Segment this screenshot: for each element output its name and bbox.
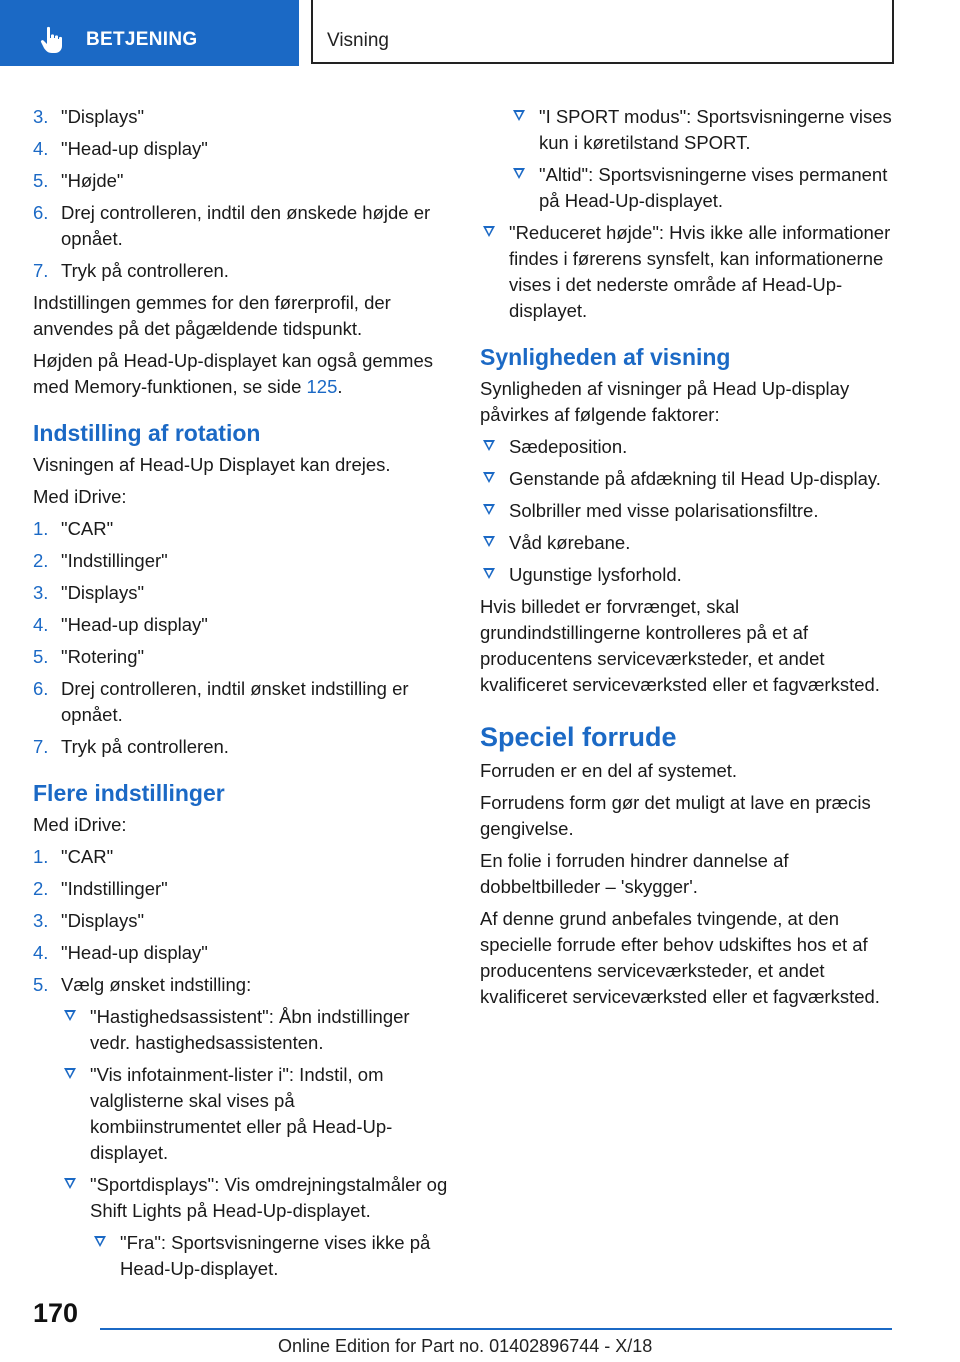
pointing-hand-icon bbox=[40, 26, 66, 54]
heading-visibility: Synligheden af visning bbox=[480, 344, 731, 370]
step-number: 4. bbox=[33, 614, 49, 635]
triangle-bullet-icon bbox=[483, 226, 495, 237]
step-number: 4. bbox=[33, 942, 49, 963]
footer-divider bbox=[100, 1328, 892, 1330]
bullet-item bbox=[510, 104, 900, 156]
step-item bbox=[33, 876, 449, 902]
bullet-item bbox=[61, 1004, 449, 1056]
triangle-bullet-icon bbox=[483, 472, 495, 483]
triangle-bullet-icon bbox=[483, 440, 495, 451]
step-number: 1. bbox=[33, 846, 49, 867]
step-text: "Head-up display" bbox=[61, 942, 208, 963]
step-item bbox=[33, 612, 449, 638]
step-text: "CAR" bbox=[61, 518, 114, 539]
step-text: "Indstillinger" bbox=[61, 878, 168, 899]
page-reference-link[interactable]: 125 bbox=[306, 376, 338, 397]
memory-note-text: Højden på Head-Up-displayet kan også gemmes med Memory-funktionen, se side bbox=[33, 350, 434, 397]
step-number: 7. bbox=[33, 260, 49, 281]
bullet-item bbox=[480, 562, 900, 588]
step-text: "Displays" bbox=[61, 910, 145, 931]
step-item bbox=[33, 644, 449, 670]
triangle-bullet-icon bbox=[64, 1010, 76, 1021]
bullet-text: "I SPORT modus": Sportsvisningerne vises kun i køretilstand SPORT. bbox=[539, 106, 892, 153]
bullet-text: Ugunstige lysforhold. bbox=[509, 564, 682, 585]
bullet-item bbox=[510, 162, 900, 214]
step-text: Drej controlleren, indtil den ønskede højde er opnået. bbox=[61, 202, 431, 249]
triangle-bullet-icon bbox=[64, 1068, 76, 1079]
memory-note-end: . bbox=[337, 376, 343, 397]
step-number: 1. bbox=[33, 518, 49, 539]
bullet-item bbox=[480, 530, 900, 556]
chapter-tab-label: Visning bbox=[327, 30, 389, 51]
memory-note bbox=[33, 348, 449, 400]
bullet-item bbox=[61, 1062, 449, 1166]
windscreen-paragraph: Forrudens form gør det muligt at lave en præcis gengivelse. bbox=[480, 792, 871, 839]
bullet-text: Genstande på afdækning til Head Up-display. bbox=[509, 468, 881, 489]
step-item bbox=[33, 580, 449, 606]
bullet-text: "Fra": Sportsvisningerne vises ikke på Head-Up-displayet. bbox=[120, 1232, 431, 1279]
chapter-tab[interactable] bbox=[311, 0, 894, 64]
step-number: 6. bbox=[33, 202, 49, 223]
step-number: 5. bbox=[33, 646, 49, 667]
step-text: "Head-up display" bbox=[61, 138, 208, 159]
step-number: 2. bbox=[33, 878, 49, 899]
section-tab-label: BETJENING bbox=[86, 29, 198, 50]
step-text: Drej controlleren, indtil ønsket indstilling er opnået. bbox=[61, 678, 409, 725]
rotation-intro: Visningen af Head-Up Displayet kan drejes. bbox=[33, 454, 391, 475]
triangle-bullet-icon bbox=[483, 536, 495, 547]
step-text: Vælg ønsket indstilling: bbox=[61, 974, 252, 995]
left-column bbox=[33, 104, 449, 1288]
visibility-note: Hvis billedet er forvrænget, skal grundindstillingerne kontrolleres på et af producentens serviceværksteder, et andet kvalificeret serviceværksted eller et fagværksted. bbox=[480, 596, 880, 695]
windscreen-paragraph: Forruden er en del af systemet. bbox=[480, 760, 738, 781]
heading-rotation: Indstilling af rotation bbox=[33, 420, 261, 446]
triangle-bullet-icon bbox=[94, 1236, 106, 1247]
step-text: "Rotering" bbox=[61, 646, 145, 667]
bullet-text: "Altid": Sportsvisningerne vises permanent på Head-Up-displayet. bbox=[539, 164, 888, 211]
bullet-text: "Vis infotainment-lister i": Indstil, om valglisterne skal vises på kombiinstrumentet eller på Head-Up-displayet. bbox=[90, 1064, 393, 1163]
right-column bbox=[480, 104, 900, 1016]
step-item bbox=[33, 972, 449, 998]
bullet-item bbox=[480, 220, 900, 324]
triangle-bullet-icon bbox=[483, 568, 495, 579]
bullet-text: "Reduceret højde": Hvis ikke alle informationer findes i førerens synsfelt, kan informationerne vises i det nederste område af Head-Up-displayet. bbox=[509, 222, 891, 321]
edition-footer: Online Edition for Part no. 01402896744 - X/18 bbox=[278, 1336, 653, 1356]
triangle-bullet-icon bbox=[513, 168, 525, 179]
bullet-item bbox=[480, 466, 900, 492]
step-item bbox=[33, 104, 449, 130]
step-item bbox=[33, 258, 449, 284]
step-number: 3. bbox=[33, 910, 49, 931]
step-item bbox=[33, 908, 449, 934]
step-text: "Indstillinger" bbox=[61, 550, 168, 571]
step-text: Tryk på controlleren. bbox=[61, 260, 229, 281]
triangle-bullet-icon bbox=[483, 504, 495, 515]
bullet-text: Solbriller med visse polarisationsfiltre. bbox=[509, 500, 819, 521]
step-item bbox=[33, 136, 449, 162]
step-item bbox=[33, 940, 449, 966]
bullet-text: "Sportdisplays": Vis omdrejningstalmåler og Shift Lights på Head-Up-displayet. bbox=[90, 1174, 448, 1221]
step-text: "Højde" bbox=[61, 170, 124, 191]
bullet-text: Våd kørebane. bbox=[509, 532, 631, 553]
windscreen-paragraph: En folie i forruden hindrer dannelse af dobbeltbilleder – 'skygger'. bbox=[480, 850, 789, 897]
rotation-idrive: Med iDrive: bbox=[33, 486, 127, 507]
step-text: "Displays" bbox=[61, 106, 145, 127]
step-item bbox=[33, 548, 449, 574]
bullet-text: "Hastighedsassistent": Åbn indstillinger vedr. hastighedsassistenten. bbox=[90, 1006, 410, 1053]
windscreen-paragraph: Af denne grund anbefales tvingende, at den specielle forrude efter behov udskiftes hos et af producentens serviceværksteder, et andet kvalificeret serviceværksted eller et fagværksted. bbox=[480, 908, 880, 1007]
step-number: 6. bbox=[33, 678, 49, 699]
step-item bbox=[33, 168, 449, 194]
step-item bbox=[33, 200, 449, 252]
step-number: 4. bbox=[33, 138, 49, 159]
section-tab[interactable] bbox=[0, 0, 299, 66]
visibility-intro: Synligheden af visninger på Head Up-display påvirkes af følgende faktorer: bbox=[480, 378, 850, 425]
bullet-item bbox=[480, 498, 900, 524]
step-text: "Displays" bbox=[61, 582, 145, 603]
step-text: "Head-up display" bbox=[61, 614, 208, 635]
step-item bbox=[33, 844, 449, 870]
page-header bbox=[0, 0, 960, 66]
step-number: 2. bbox=[33, 550, 49, 571]
heading-special-windscreen: Speciel forrude bbox=[480, 722, 677, 752]
step-number: 5. bbox=[33, 170, 49, 191]
bullet-item bbox=[61, 1172, 449, 1224]
step-item bbox=[33, 734, 449, 760]
triangle-bullet-icon bbox=[513, 110, 525, 121]
step-number: 3. bbox=[33, 582, 49, 603]
bullet-text: Sædeposition. bbox=[509, 436, 628, 457]
profile-note: Indstillingen gemmes for den førerprofil, der anvendes på det pågældende tidspunkt. bbox=[33, 292, 391, 339]
step-item bbox=[33, 516, 449, 542]
step-text: Tryk på controlleren. bbox=[61, 736, 229, 757]
bullet-item bbox=[91, 1230, 449, 1282]
step-number: 3. bbox=[33, 106, 49, 127]
step-number: 7. bbox=[33, 736, 49, 757]
step-item bbox=[33, 676, 449, 728]
bullet-item bbox=[480, 434, 900, 460]
step-text: "CAR" bbox=[61, 846, 114, 867]
heading-more-settings: Flere indstillinger bbox=[33, 780, 225, 806]
step-number: 5. bbox=[33, 974, 49, 995]
more-idrive: Med iDrive: bbox=[33, 814, 127, 835]
page-number: 170 bbox=[33, 1298, 79, 1328]
triangle-bullet-icon bbox=[64, 1178, 76, 1189]
